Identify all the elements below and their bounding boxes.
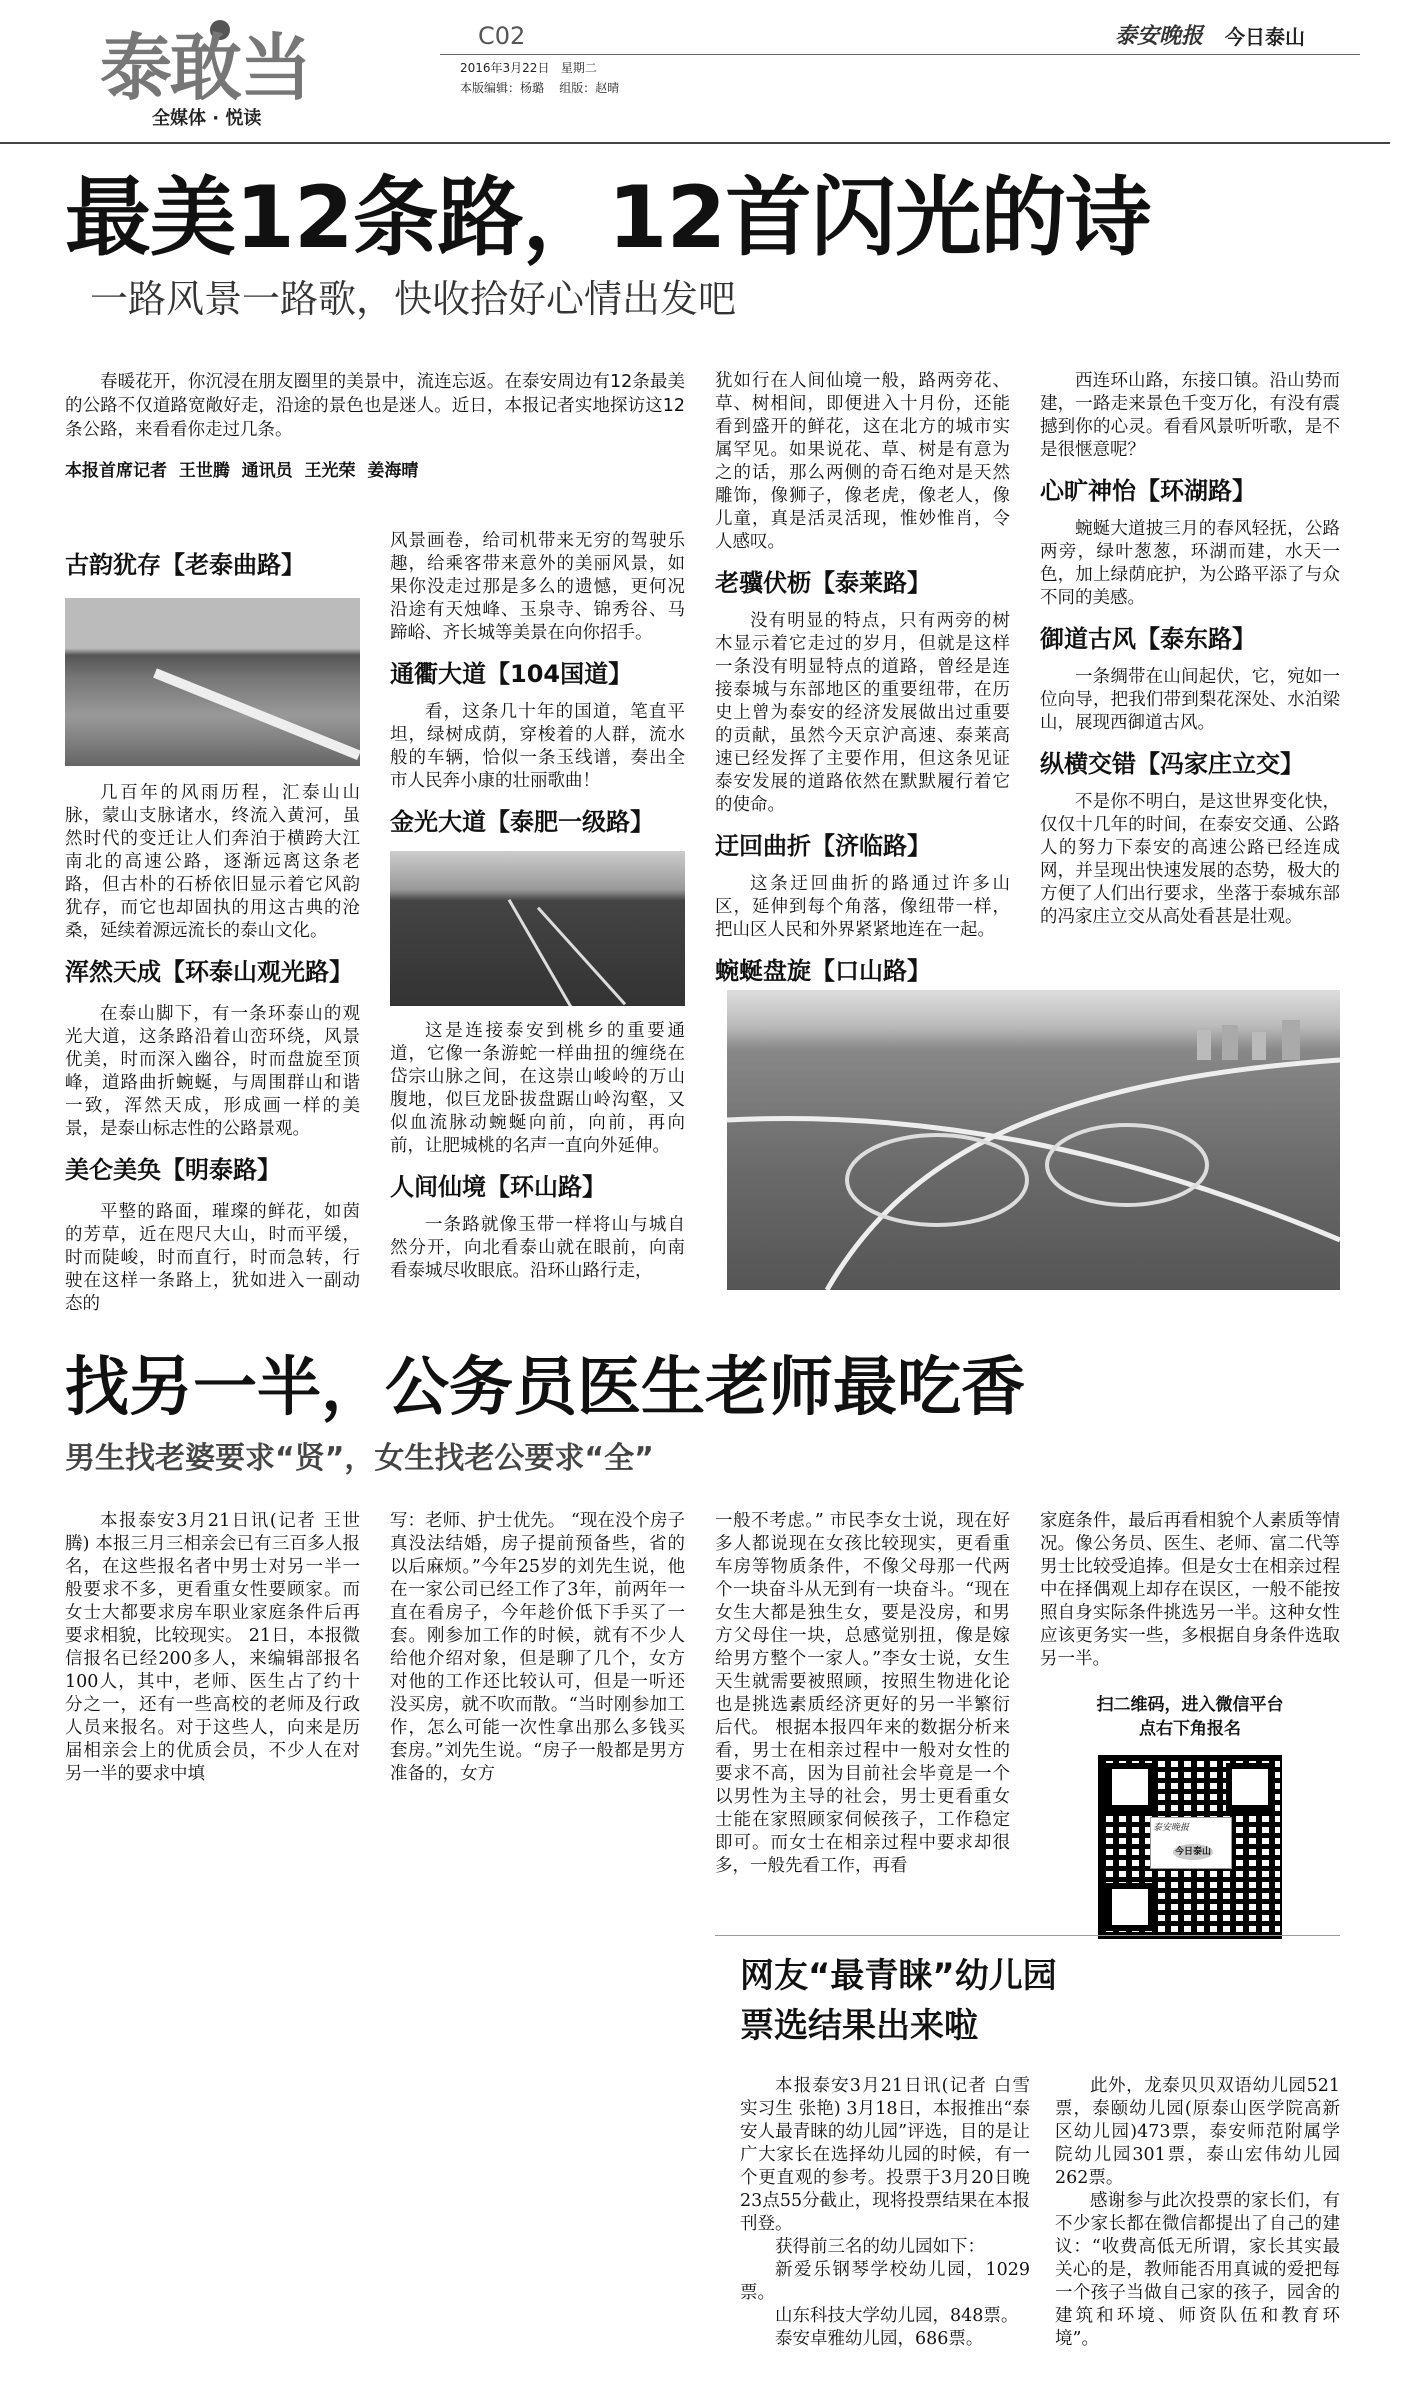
article3-column-1 xyxy=(740,2075,1030,2351)
text-huantaishan: 在泰山脚下，有一条环泰山的观光大道，这条路沿着山峦环绕，风景优美，时而深入幽谷，时而盘旋至顶峰，道路曲折蜿蜒，与周围群山和谐一致，浑然天成，形成画一样的美景，是泰山标志性的公路景观。 xyxy=(65,1004,360,1139)
text-taifei: 这是连接泰安到桃乡的重要通道，它像一条游蛇一样曲扭的缠绕在岱宗山脉之间，在这崇山峻岭的万山腹地，似巨龙卧拔盘踞山岭沟壑，又似血流脉动蜿蜒向前，向前，再向前，让肥城桃的名声一直向外延伸。 xyxy=(390,1021,685,1156)
article2-column-3 xyxy=(715,1510,1010,1878)
text-104: 看，这条几十年的国道，笔直平坦，绿树成荫，穿梭着的人群，流水般的车辆，恰似一条玉线谱，奏出全市人民奔小康的壮丽歌曲！ xyxy=(390,702,685,791)
article1-column-2 xyxy=(390,530,685,1283)
section-title-huanshan: 人间仙境【环山路】 xyxy=(390,1173,606,1201)
qr-logo-right: 今日泰山 xyxy=(1173,1844,1213,1860)
article2-column-2 xyxy=(390,1510,685,1786)
article3-divider xyxy=(715,1935,1340,1936)
highway-lane xyxy=(508,899,576,1006)
text-huanhu: 蜿蜒大道披三月的春风轻抚，公路两旁，绿叶葱葱，环湖而建，水天一色，加上绿荫庇护，为公路平添了与众不同的美感。 xyxy=(1040,519,1340,608)
section-title-jilin: 迂回曲折【济临路】 xyxy=(715,832,931,860)
logo-text: 泰敢当 xyxy=(100,26,311,110)
section-title-taifei: 金光大道【泰肥一级路】 xyxy=(390,808,654,836)
article2-column-1 xyxy=(65,1510,360,1786)
article3-rank3: 泰安卓雅幼儿园，686票。 xyxy=(775,2329,984,2349)
article2-subhead: 男生找老婆要求“贤”，女生找老公要求“全” xyxy=(65,1441,654,1476)
text-huanshan-cont: 犹如行在人间仙境一般，路两旁花、草、树相间，即便进入十月份，还能看到盛开的鲜花，这在北方的城市实属罕见。如果说花、草、树是有意为之的话，那么两侧的奇石绝对是天然雕饰，像狮子，像老虎，像老人，像儿童，真是活灵活现，惟妙惟肖，令人感叹。 xyxy=(715,371,1010,552)
article1-lead-block xyxy=(65,370,685,483)
section-title-taidong: 御道古风【泰东路】 xyxy=(1040,625,1256,653)
photo-interchange xyxy=(727,990,1340,1290)
qr-finder-bl xyxy=(1106,1883,1154,1931)
article3-text-col1: 本报泰安3月21日讯(记者 白雪 实习生 张艳) 3月18日，本报推出“泰安人最青睐的幼儿园”评选，目的是让广大家长在选择幼儿园的时候，有一个更直观的参考。投票于3月20日晚23点55分截止，现将投票结果在本报刊登。 xyxy=(740,2076,1030,2234)
article3-rank2: 山东科技大学幼儿园，848票。 xyxy=(775,2306,1019,2326)
photo-highway xyxy=(390,851,685,1006)
qr-center-logo xyxy=(1150,1817,1232,1869)
text-mingtai: 平整的路面，璀璨的鲜花，如茵的芳草，近在咫尺大山，时而平缓，时而陡峻，时而直行，时而急转，行驶在这样一条路上，犹如进入一副动态的 xyxy=(65,1202,360,1314)
masthead-bottom-rule xyxy=(0,142,1390,144)
section-title-fengjiazhuang: 纵横交错【冯家庄立交】 xyxy=(1040,750,1304,778)
article2-text-col4: 家庭条件，最后再看相貌个人素质等情况。像公务员、医生、老师、富二代等男士比较受追捧。但是女士在相亲过程中在择偶观上却存在误区，一般不能按照自身实际条件挑选另一半。这种女性应该更务实一些，多根据自身条件选取另一半。 xyxy=(1040,1511,1340,1669)
paper-name: 泰安晚报 xyxy=(1115,23,1204,49)
article1-byline: 本报首席记者 王世腾 通讯员 王光荣 姜海晴 xyxy=(65,461,419,481)
issue-date: 2016年3月22日 星期二 xyxy=(460,61,597,75)
article1-column-3 xyxy=(715,370,1010,986)
article2-headline: 找另一半，公务员医生老师最吃香 xyxy=(65,1351,1025,1425)
article1-column-1 xyxy=(65,550,360,1316)
section-title-tailai: 老骥伏枥【泰莱路】 xyxy=(715,569,931,597)
article2-text-col1: 本报泰安3月21日讯(记者 王世腾) 本报三月三相亲会已有三百多人报名，在这些报名者中男士对另一半一般要求不多，更看重女性要顾家。而女士大都要求房车职业家庭条件后再要求相貌，比较现实。 21日，本报微信报名已经200多人，来编辑部报名100人，其中，老师、医生占了约十分之一，还有一些高校的老师及行政人员来报名。对于这些人，向来是历届相亲会上的优质会员，不少人在对另一半的要求中填 xyxy=(65,1511,360,1784)
qr-caption: 扫二维码，进入微信平台 点右下角报名 xyxy=(1096,1695,1284,1739)
article2-text-col3: 一般不考虑。” 市民李女士说，现在好多人都说现在女孩比较现实，更看重车房等物质条件，不像父母那一代两个一块奋斗从无到有一块奋斗。“现在女生大都是独生女，要是没房，和男方父母住一块，总感觉别扭，像是嫁给男方整个一家人。”李女士说，女生天生就需要被照顾，按照生物进化论也是挑选素质经济更好的另一半繁衍后代。 根据本报四年来的数据分析来看，男士在相亲过程中一般对女性的要求不高，因为目前社会毕竟是一个以男性为主导的社会，男士更看重女士能在家照顾家伺候孩子，工作稳定即可。而女士在相亲过程中要求却很多，一般先看工作，再看 xyxy=(715,1511,1010,1876)
editors-credit: 本版编辑：杨璐 组版：赵晴 xyxy=(460,81,620,95)
qr-finder-tr xyxy=(1226,1763,1274,1811)
section-title-laotaiqu: 古韵犹存【老泰曲路】 xyxy=(65,551,305,579)
logo xyxy=(100,20,350,130)
section-title-mingtai: 美仑美奂【明泰路】 xyxy=(65,1156,281,1184)
section-name: 今日泰山 xyxy=(1225,25,1305,49)
section-title-huanhu: 心旷神怡【环湖路】 xyxy=(1040,477,1256,505)
text-koushan: 西连环山路，东接口镇。沿山势而建，一路走来景色千变万化，有没有震撼到你的心灵。看看风景听听歌，是不是很惬意呢？ xyxy=(1040,371,1340,460)
article3-column-2 xyxy=(1055,2075,1340,2351)
article3-top3-heading: 获得前三名的幼儿园如下： xyxy=(775,2237,985,2257)
text-laotaiqu: 几百年的风雨历程，汇泰山山脉，蒙山支脉诸水，终流入黄河，虽然时代的变迁让人们奔泊于横跨大江南北的高速公路，逐渐远离这条老路，但古朴的石桥依旧显示着它风韵犹存，而它也却固执的用这古典的沧桑，延续着源远流长的泰山文化。 xyxy=(65,783,360,941)
article3-text-col2: 此外，龙泰贝贝双语幼儿园521票，泰颐幼儿园(原泰山医学院高新区幼儿园)473票，泰安师范附属学院幼儿园301票，泰山宏伟幼儿园262票。 xyxy=(1055,2076,1340,2188)
text-jilin: 这条迂回曲折的路通过许多山区，延伸到每个角落，像纽带一样，把山区人民和外界紧紧地连在一起。 xyxy=(715,874,1010,940)
text-fengjiazhuang: 不是你不明白，是这世界变化快，仅仅十几年的时间，在泰安交通、公路人的努力下泰安的高速公路已经连成网，并呈现出快速发展的态势，极大的方便了人们出行要求，坐落于泰城东部的冯家庄立交从高处看甚是壮观。 xyxy=(1040,792,1340,927)
section-title-huantaishan: 浑然天成【环泰山观光路】 xyxy=(65,958,353,986)
photo-stone-bridge xyxy=(65,598,360,766)
article1-subhead: 一路风景一路歌，快收拾好心情出发吧 xyxy=(90,277,737,321)
masthead-rule xyxy=(440,54,1360,55)
text-mingtai-cont: 风景画卷，给司机带来无穷的驾驶乐趣，给乘客带来意外的美丽风景，如果你没走过那是多么的遗憾，更何况沿途有天烛峰、玉泉寺、锦秀谷、马蹄峪、齐长城等美景在向你招手。 xyxy=(390,531,685,643)
article3-headline-line2: 票选结果出来啦 xyxy=(740,2006,978,2046)
section-title-104: 通衢大道【104国道】 xyxy=(390,660,633,688)
qr-code[interactable] xyxy=(1098,1755,1282,1939)
qr-logo-left: 泰安晚报 xyxy=(1153,1823,1190,1833)
text-huanshan: 一条路就像玉带一样将山与城自然分开，向北看泰山就在眼前，向南看泰城尽收眼底。沿环山路行走， xyxy=(390,1215,685,1281)
masthead xyxy=(0,0,1409,145)
logo-tagline: 全媒体 · 悦读 xyxy=(152,108,262,129)
article3-headline-line1: 网友“最青睐”幼儿园 xyxy=(740,1956,1057,1996)
article2-column-4 xyxy=(1040,1510,1340,1939)
highway-lane-2 xyxy=(537,907,626,1006)
bridge-shape xyxy=(153,668,360,760)
section-title-koushan: 蜿蜒盘旋【口山路】 xyxy=(715,957,931,985)
qr-finder-tl xyxy=(1106,1763,1154,1811)
text-taidong: 一条绸带在山间起伏，它，宛如一位向导，把我们带到梨花深处、水泊梁山，展现西御道古风。 xyxy=(1040,667,1340,733)
interchange-roads xyxy=(727,990,1340,1290)
text-tailai: 没有明显的特点，只有两旁的树木显示着它走过的岁月，但就是这样一条没有明显特点的道路，曾经是连接泰城与东部地区的重要纽带，在历史上曾为泰安的经济发展做出过重要的贡献，虽然今天京沪高速、泰莱高速已经发挥了主要作用，但这条见证泰安发展的道路依然在默默履行着它的使命。 xyxy=(715,611,1010,815)
article3-text-col2b: 感谢参与此次投票的家长们，有不少家长都在微信都提出了自己的建议：“收费高低无所谓，家长其实最关心的是，教师能否用真诚的爱把每一个孩子当做自己家的孩子，园舍的建筑和环境、师资队伍和教育环境”。 xyxy=(1055,2191,1340,2349)
article2-text-col2: 写：老师、护士优先。 “现在没个房子真没法结婚，房子提前预备些，省的以后麻烦。”今年25岁的刘先生说，他在一家公司已经工作了3年，前两年一直在看房子，今年趁价低下手买了一套。刚参加工作的时候，就有不少人给他介绍对象，但是聊了几个，女方对他的工作还比较认可，但是一听还没买房，就不吹而散。“当时刚参加工作，怎么可能一次性拿出那么多钱买套房。”刘先生说。“房子一般都是男方准备的，女方 xyxy=(390,1511,685,1784)
article1-lead: 春暖花开，你沉浸在朋友圈里的美景中，流连忘返。在泰安周边有12条最美的公路不仅道路宽敞好走，沿途的景色也是迷人。近日，本报记者实地探访这12条公路，来看看你走过几条。 xyxy=(65,372,685,440)
article1-headline: 最美12条路，12首闪光的诗 xyxy=(65,168,1151,268)
article3-rank1: 新爱乐钢琴学校幼儿园，1029票。 xyxy=(740,2260,1030,2303)
page-number: C02 xyxy=(478,22,526,50)
article1-column-4 xyxy=(1040,370,1340,929)
